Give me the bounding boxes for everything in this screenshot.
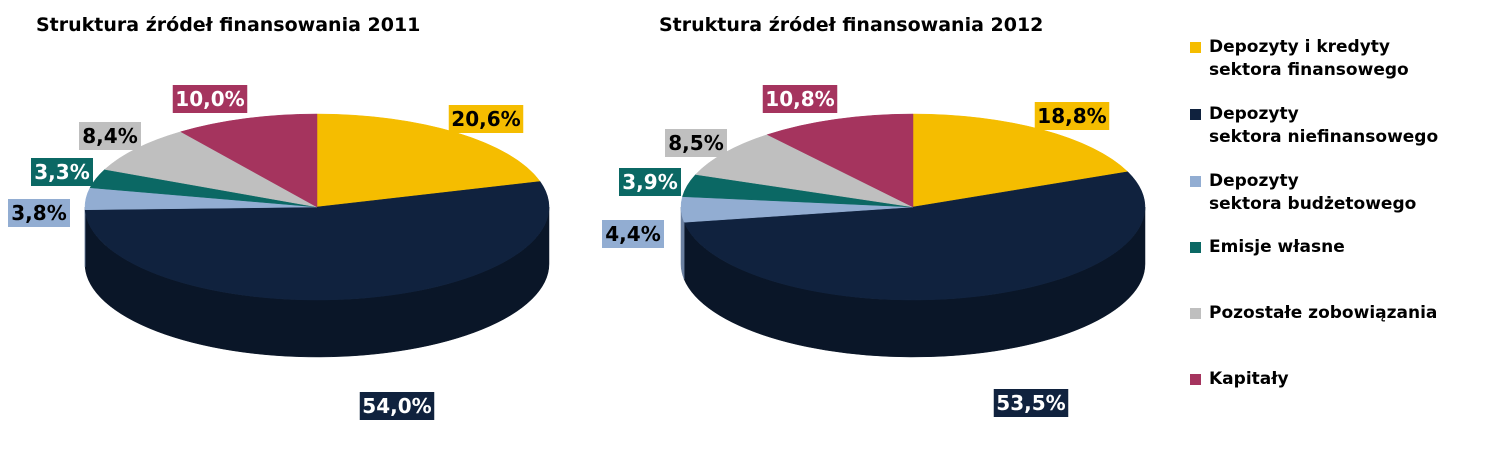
svg-text:3,3%: 3,3% <box>34 160 90 184</box>
data-label-niefinansowego <box>360 392 435 420</box>
legend-swatch-pozostale <box>1190 308 1201 319</box>
legend-item-budzetowego <box>1190 170 1416 216</box>
data-label-niefinansowego <box>994 389 1069 417</box>
legend-label-emisje: Emisje własne <box>1209 237 1345 257</box>
legend-label-kapitaly: Kapitały <box>1209 369 1289 389</box>
svg-text:8,4%: 8,4% <box>82 124 138 148</box>
data-label-pozostale <box>79 122 141 150</box>
legend-swatch-finansowego <box>1190 42 1201 53</box>
svg-text:20,6%: 20,6% <box>451 107 521 131</box>
legend-swatch-emisje <box>1190 242 1201 253</box>
data-label-emisje <box>31 158 93 186</box>
data-label-emisje <box>619 168 681 196</box>
data-label-pozostale <box>665 129 727 157</box>
pie-1 <box>602 85 1145 417</box>
legend-item-niefinansowego <box>1190 103 1438 149</box>
svg-text:18,8%: 18,8% <box>1037 104 1107 128</box>
legend-label-finansowego: Depozyty i kredyty sektora finansowego <box>1209 37 1409 80</box>
legend-label-pozostale: Pozostałe zobowiązania <box>1209 303 1438 323</box>
svg-text:4,4%: 4,4% <box>605 222 661 246</box>
data-label-kapitaly <box>763 85 838 113</box>
svg-text:8,5%: 8,5% <box>668 131 724 155</box>
legend-swatch-budzetowego <box>1190 176 1201 187</box>
data-label-budzetowego <box>8 199 70 227</box>
legend-item-finansowego <box>1190 36 1409 82</box>
chart-title-2012: Struktura źródeł finansowania 2012 <box>659 14 1044 36</box>
data-label-kapitaly <box>173 85 248 113</box>
legend-item-kapitaly <box>1190 368 1289 391</box>
legend-label-budzetowego: Depozyty sektora budżetowego <box>1209 171 1417 214</box>
legend-item-emisje <box>1190 236 1345 259</box>
data-label-finansowego <box>449 105 524 133</box>
svg-text:10,8%: 10,8% <box>765 87 835 111</box>
legend-label-niefinansowego: Depozyty sektora niefinansowego <box>1209 104 1439 147</box>
legend-swatch-kapitaly <box>1190 374 1201 385</box>
legend-item-pozostale <box>1190 302 1437 325</box>
data-label-finansowego <box>1035 102 1110 130</box>
svg-text:3,8%: 3,8% <box>11 201 67 225</box>
svg-text:54,0%: 54,0% <box>362 394 432 418</box>
svg-text:3,9%: 3,9% <box>622 170 678 194</box>
svg-text:10,0%: 10,0% <box>175 87 245 111</box>
chart-title-2011: Struktura źródeł finansowania 2011 <box>36 14 421 36</box>
pie-0 <box>8 85 549 420</box>
data-label-budzetowego <box>602 220 664 248</box>
legend-swatch-niefinansowego <box>1190 109 1201 120</box>
svg-text:53,5%: 53,5% <box>996 391 1066 415</box>
